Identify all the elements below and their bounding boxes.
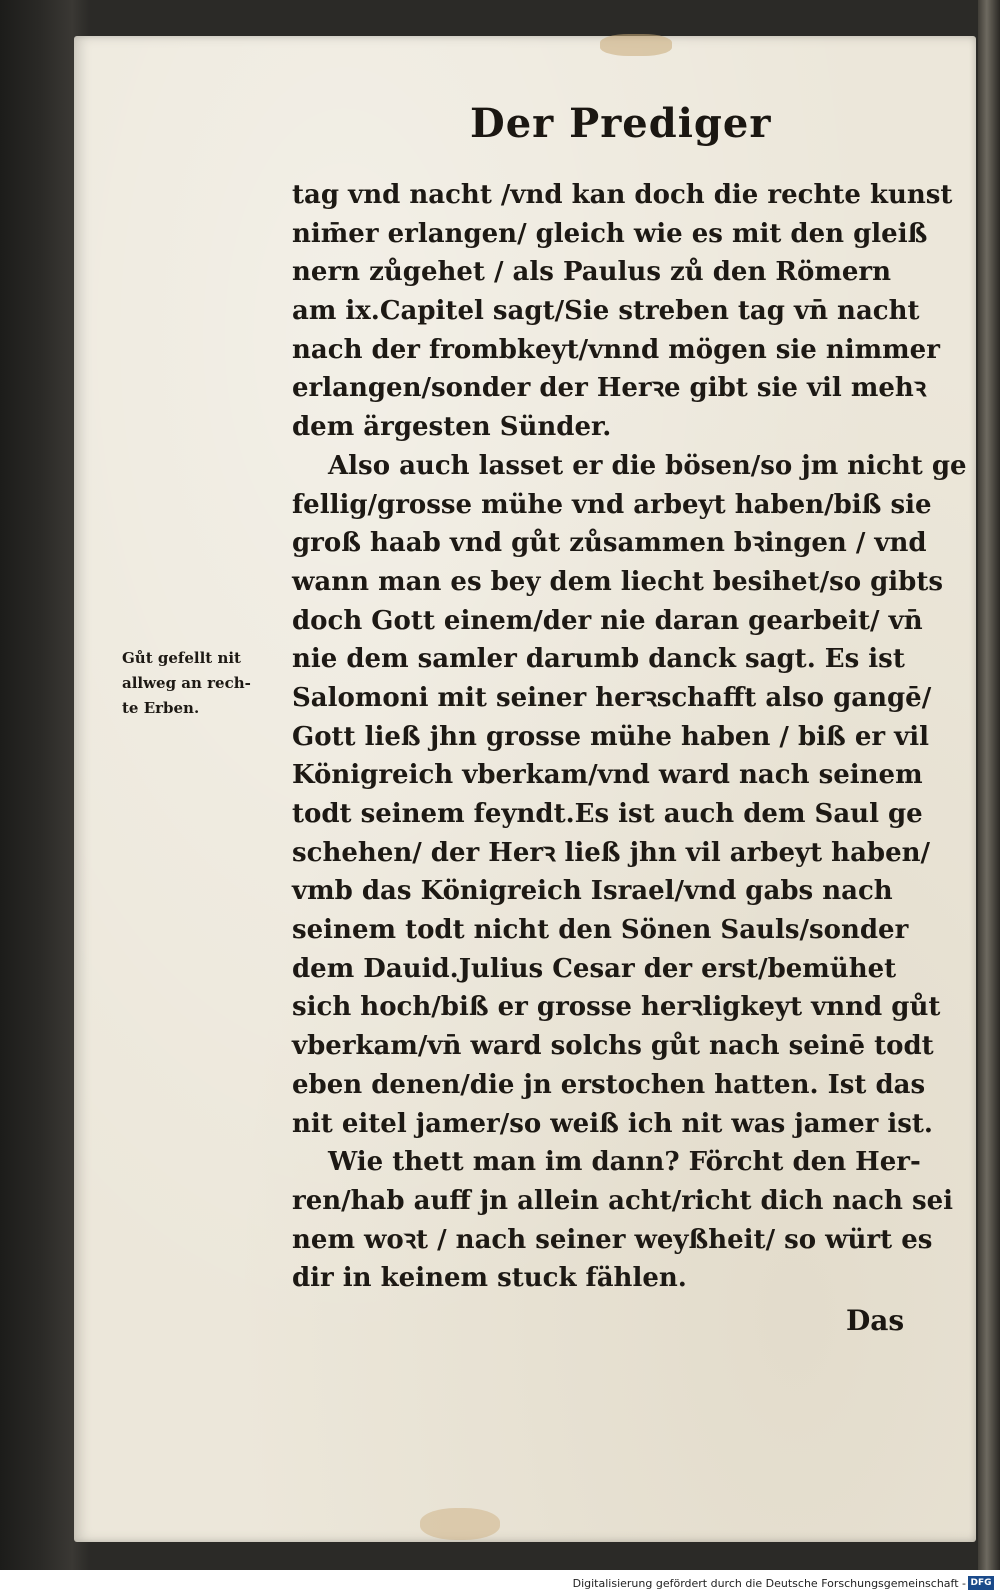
text-line: nem woꝛt / nach seiner weyßheit/ so würt es	[292, 1224, 933, 1255]
text-line: ren/hab auff jn allein acht/richt dich nach sei	[292, 1185, 953, 1216]
text-line: nim̄er erlangen/ gleich wie es mit den gleiß	[292, 218, 928, 249]
text-line: am ix.Capitel sagt/Sie streben tag vn̄ nacht	[292, 296, 920, 327]
text-line: fellig/grosse mühe vnd arbeyt haben/biß sie	[292, 489, 932, 520]
book-edge	[978, 0, 1000, 1570]
text-line: eben denen/die jn erstochen hatten. Ist das	[292, 1069, 926, 1100]
text-line: nach der frombkeyt/vnnd mögen sie nimmer	[292, 334, 940, 365]
text-line: nie dem samler darumb danck sagt. Es ist	[292, 644, 905, 675]
text-line: dem Dauid.Julius Cesar der erst/bemühet	[292, 953, 897, 984]
text-line: Gott ließ jhn grosse mühe haben / biß er vil	[292, 721, 929, 752]
text-line: todt seinem feyndt.Es ist auch dem Saul ge	[292, 799, 923, 829]
text-line: Salomoni mit seiner herꝛschafft also gangē/	[292, 682, 932, 713]
text-line: seinem todt nicht den Sönen Sauls/sonder	[292, 915, 909, 946]
text-line: tag vnd nacht /vnd kan doch die rechte kunst	[292, 180, 953, 210]
text-line: Also auch lasset er die bösen/so jm nicht ge	[328, 450, 967, 481]
text-line: schehen/ der Herꝛ ließ jhn vil arbeyt haben/	[292, 837, 931, 868]
text-line: Königreich vberkam/vnd ward nach seinem	[292, 760, 923, 791]
text-line: groß haab vnd gůt zůsammen bꝛingen / vnd	[292, 528, 927, 559]
main-text-block	[292, 176, 967, 1298]
text-line: dir in keinem stuck fählen.	[292, 1263, 687, 1294]
text-line: Wie thett man im dann? Förcht den Her-	[328, 1147, 921, 1178]
text-line: sich hoch/biß er grosse herꝛligkeyt vnnd gůt	[292, 992, 941, 1023]
text-line: doch Gott einem/der nie daran gearbeit/ vn̄	[292, 605, 923, 636]
marginal-note-line: Gůt gefellt nit	[122, 649, 241, 667]
paper-stain-bottom	[420, 1508, 500, 1540]
digitization-note: Digitalisierung gefördert durch die Deutsche Forschungsgemeinschaft -	[572, 1577, 966, 1590]
text-line: nit eitel jamer/so weiß ich nit was jamer ist.	[292, 1108, 933, 1139]
marginal-note-line: allweg an rech-	[122, 674, 251, 692]
text-line: erlangen/sonder der Herꝛe gibt sie vil mehꝛ	[292, 373, 927, 404]
text-line: vmb das Königreich Israel/vnd gabs nach	[292, 876, 893, 907]
marginal-note	[122, 646, 297, 721]
text-line: vberkam/vn̄ ward solchs gůt nach seinē todt	[292, 1031, 934, 1062]
text-line: nern zůgehet / als Paulus zů den Römern	[292, 257, 892, 288]
text-line: wann man es bey dem liecht besihet/so gibts	[292, 566, 943, 597]
marginal-note-line: te Erben.	[122, 699, 200, 717]
text-line: dem ärgesten Sünder.	[292, 412, 612, 443]
dfg-logo: DFG	[968, 1576, 994, 1590]
running-head: Der Prediger	[470, 100, 772, 147]
paper-stain-top	[600, 34, 672, 56]
catchword: Das	[846, 1304, 905, 1337]
